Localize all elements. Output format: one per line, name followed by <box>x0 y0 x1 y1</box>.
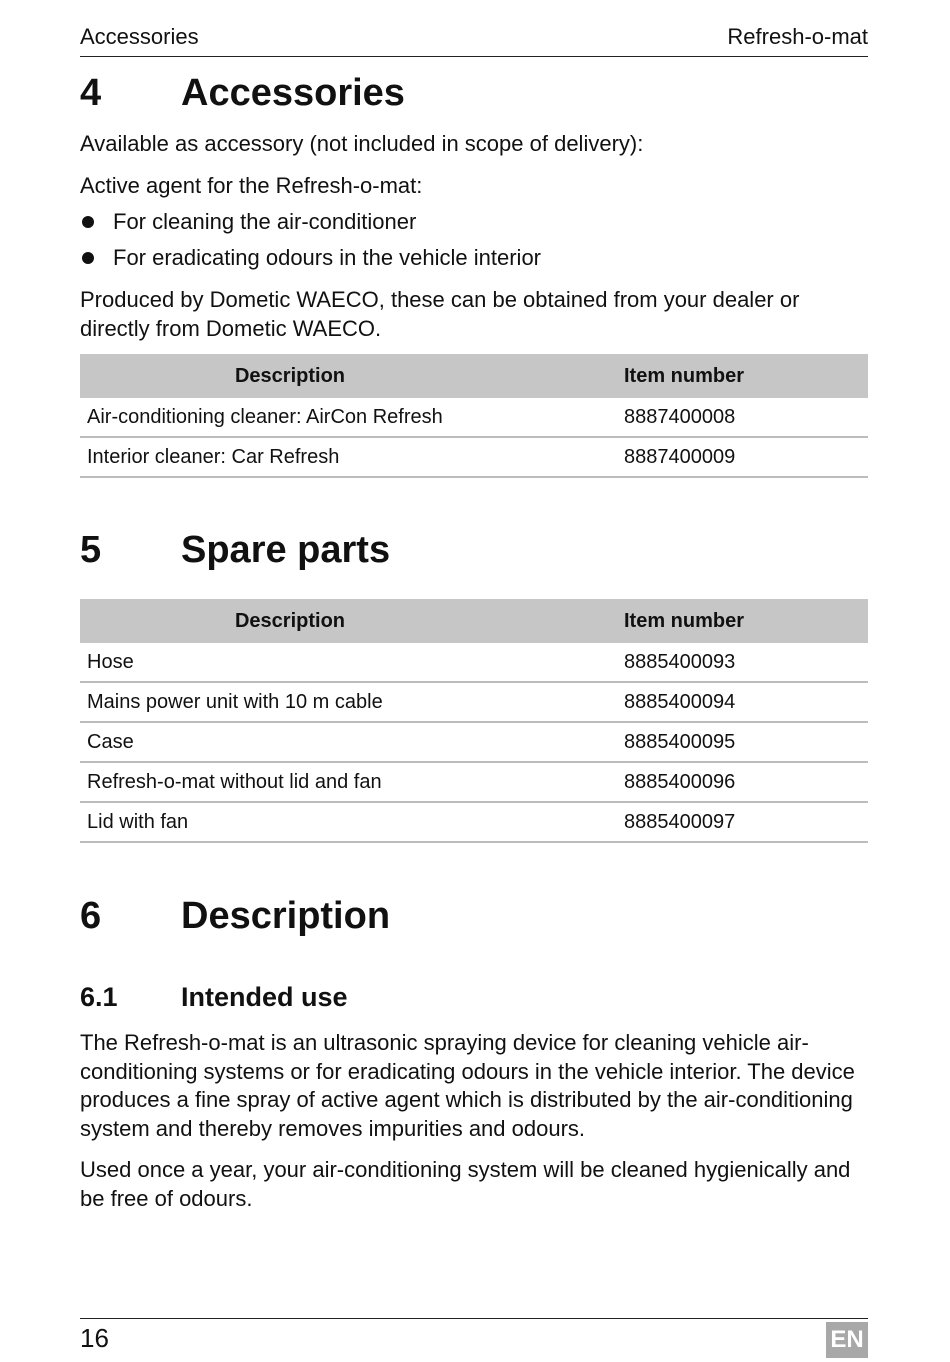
subsection-6-1-heading <box>80 982 348 1013</box>
list-item <box>80 240 870 276</box>
bullet-list <box>80 204 870 276</box>
accessories-table <box>80 354 868 478</box>
section-title: Spare parts <box>181 529 391 571</box>
intended-use-paragraph: The Refresh-o-mat is an ultrasonic spraying device for cleaning vehicle air-conditioning systems or for eradicating odours in the vehicle interior. The device produces a fine spray of active agent which is distributed by the air-conditioning system and thereby removes impurities and odours. <box>80 1030 855 1141</box>
section-4-heading <box>80 72 405 115</box>
section-title: Accessories <box>181 72 405 114</box>
cell-item-number: 8885400095 <box>500 722 868 762</box>
cell-description: Refresh-o-mat without lid and fan <box>80 762 500 802</box>
running-header <box>80 24 868 57</box>
header-left: Accessories <box>80 24 199 49</box>
cell-item-number: 8887400009 <box>500 437 868 477</box>
column-header-item-number: Item number <box>500 354 868 398</box>
bullet-text: For eradicating odours in the vehicle interior <box>113 245 542 270</box>
header-right: Refresh-o-mat <box>727 24 868 49</box>
column-header-item-number: Item number <box>500 599 868 643</box>
accessory-intro: Available as accessory (not included in scope of delivery): <box>80 131 644 156</box>
spare-parts-table <box>80 599 868 843</box>
bullet-icon <box>82 252 94 264</box>
cell-description: Lid with fan <box>80 802 500 842</box>
table-row <box>80 722 868 762</box>
cell-item-number: 8885400097 <box>500 802 868 842</box>
active-agent-intro: Active agent for the Refresh-o-mat: <box>80 173 423 198</box>
subsection-title: Intended use <box>181 982 348 1012</box>
cell-description: Interior cleaner: Car Refresh <box>80 437 500 477</box>
page-number: 16 <box>80 1323 109 1353</box>
cell-description: Hose <box>80 643 500 682</box>
table-row <box>80 437 868 477</box>
table-header-row <box>80 599 868 643</box>
section-title: Description <box>181 895 391 937</box>
bullet-icon <box>82 216 94 228</box>
table-header-row <box>80 354 868 398</box>
section-number: 5 <box>80 529 102 571</box>
section-6-heading <box>80 895 390 938</box>
subsection-number: 6.1 <box>80 982 118 1012</box>
section-5-heading <box>80 529 390 572</box>
footer-divider <box>80 1318 868 1319</box>
column-header-description: Description <box>80 599 500 643</box>
produced-by-text: Produced by Dometic WAECO, these can be obtained from your dealer or directly from Dometic WAECO. <box>80 287 800 341</box>
cell-description: Case <box>80 722 500 762</box>
section-number: 4 <box>80 72 102 114</box>
language-badge: EN <box>826 1322 868 1358</box>
table-row <box>80 398 868 437</box>
cell-item-number: 8885400093 <box>500 643 868 682</box>
section-number: 6 <box>80 895 102 937</box>
table-row <box>80 643 868 682</box>
column-header-description: Description <box>80 354 500 398</box>
cell-item-number: 8885400096 <box>500 762 868 802</box>
table-row <box>80 762 868 802</box>
cell-description: Mains power unit with 10 m cable <box>80 682 500 722</box>
usage-frequency-paragraph: Used once a year, your air-conditioning system will be cleaned hygienically and be free of odours. <box>80 1157 851 1211</box>
table-row <box>80 802 868 842</box>
list-item <box>80 204 870 240</box>
cell-description: Air-conditioning cleaner: AirCon Refresh <box>80 398 500 437</box>
cell-item-number: 8885400094 <box>500 682 868 722</box>
bullet-text: For cleaning the air-conditioner <box>113 209 417 234</box>
table-row <box>80 682 868 722</box>
cell-item-number: 8887400008 <box>500 398 868 437</box>
